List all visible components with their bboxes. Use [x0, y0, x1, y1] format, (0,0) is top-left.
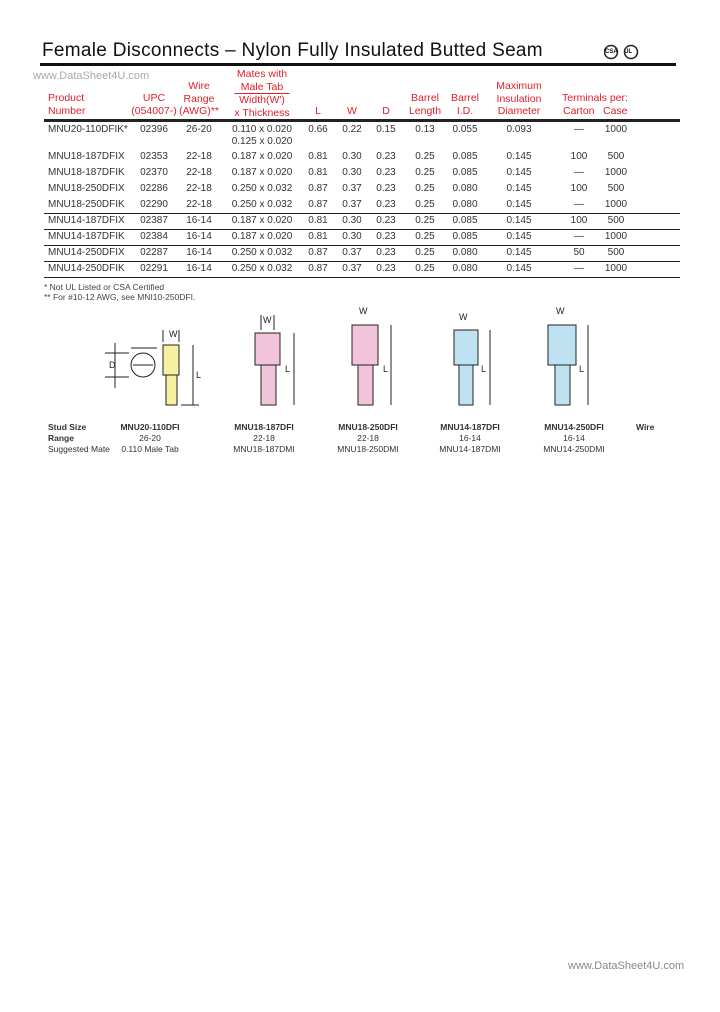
cell-bid: 0.085	[452, 231, 478, 242]
header-w: W	[347, 105, 357, 117]
cell-bl: 0.25	[415, 215, 435, 226]
caption-mate: MNU18-250DMI	[337, 444, 399, 454]
l-label: L	[383, 364, 389, 374]
caption-name: MNU18-187DFI	[234, 422, 294, 432]
title-rule	[40, 63, 676, 66]
caption-item	[233, 422, 294, 455]
cell-case: 1000	[604, 199, 628, 210]
cell-bid: 0.085	[452, 215, 478, 226]
cell-wire: 22-18	[186, 167, 212, 178]
end-view-diagram	[105, 343, 157, 388]
caption-name: MNU14-250DFI	[544, 422, 604, 432]
cell-D: 0.23	[376, 183, 396, 194]
cell-bid: 0.085	[452, 167, 478, 178]
d-label: D	[109, 360, 116, 370]
cell-mid: 0.145	[506, 199, 532, 210]
blue-terminal-187	[454, 312, 490, 405]
l-label: L	[579, 364, 585, 374]
cell-carton: 100	[570, 151, 588, 162]
cell-bl: 0.25	[415, 247, 435, 258]
cell-W: 0.30	[342, 151, 362, 162]
cell-case: 500	[607, 215, 625, 226]
caption-mate: MNU18-187DMI	[233, 444, 295, 454]
header-upc: UPC (054007-)	[131, 92, 177, 117]
cell-product: MNU18-187DFIK	[48, 167, 125, 178]
csa-ul-cert-icons	[604, 44, 640, 60]
cell-L: 0.66	[308, 124, 328, 135]
cell-upc: 02353	[140, 151, 168, 162]
table-row	[48, 183, 680, 199]
cell-wire: 22-18	[186, 151, 212, 162]
cell-W: 0.30	[342, 215, 362, 226]
header-barrel-length: Barrel Length	[408, 92, 442, 117]
cell-mates-alt: 0.125 x 0.020	[231, 136, 293, 147]
cell-D: 0.23	[376, 231, 396, 242]
cell-mid: 0.145	[506, 215, 532, 226]
caption-item	[543, 422, 604, 455]
header-rule	[44, 119, 680, 122]
page-title: Female Disconnects – Nylon Fully Insulated Butted Seam	[42, 40, 543, 61]
group-divider	[44, 213, 680, 214]
w-label: W	[169, 329, 178, 339]
cell-upc: 02396	[140, 124, 168, 135]
cell-bid: 0.055	[452, 124, 478, 135]
caption-row-labels: Stud Size Range Suggested Mate	[48, 422, 110, 454]
cell-mates: 0.187 x 0.020	[231, 167, 293, 178]
table-row	[48, 167, 680, 183]
cell-upc: 02290	[140, 199, 168, 210]
cell-product: MNU14-250DFIX	[48, 247, 125, 258]
w-label: W	[359, 306, 368, 316]
cell-carton: 100	[570, 183, 588, 194]
cell-bl: 0.25	[415, 263, 435, 274]
cell-mid: 0.145	[506, 167, 532, 178]
cell-bid: 0.080	[452, 183, 478, 194]
caption-mate: MNU14-250DMI	[543, 444, 605, 454]
header-carton: Carton	[563, 105, 595, 117]
cell-carton: —	[574, 167, 584, 178]
cell-D: 0.23	[376, 167, 396, 178]
caption-wire: Wire	[636, 422, 655, 432]
cell-D: 0.23	[376, 199, 396, 210]
footnote: ** For #10-12 AWG, see MNI10-250DFI.	[44, 292, 196, 302]
caption-name: MNU18-250DFI	[338, 422, 398, 432]
cell-product: MNU18-250DFIK	[48, 199, 125, 210]
cell-mates: 0.187 x 0.020	[231, 231, 293, 242]
cell-case: 500	[607, 247, 625, 258]
cell-D: 0.23	[376, 263, 396, 274]
cell-mid: 0.145	[506, 263, 532, 274]
header-max-insulation: Maximum Insulation Diameter	[496, 80, 542, 117]
cell-wire: 16-14	[186, 247, 212, 258]
cell-L: 0.87	[308, 263, 328, 274]
cell-wire: 22-18	[186, 199, 212, 210]
cell-W: 0.30	[342, 167, 362, 178]
cell-product: MNU14-250DFIK	[48, 263, 125, 274]
header-barrel-id: Barrel I.D.	[450, 92, 480, 117]
cell-wire: 22-18	[186, 183, 212, 194]
cell-wire: 26-20	[186, 124, 212, 135]
cell-case: 1000	[604, 167, 628, 178]
cell-product: MNU20-110DFIK*	[48, 124, 128, 135]
terminal-diagrams	[95, 300, 615, 415]
cert-marks-text: CSA UL	[605, 49, 633, 55]
table-row	[48, 151, 680, 167]
cell-bl: 0.25	[415, 183, 435, 194]
cell-D: 0.23	[376, 215, 396, 226]
header-mates: Mates with Male Tab Width(W') x Thickness	[234, 68, 290, 119]
cell-mates: 0.250 x 0.032	[231, 199, 293, 210]
cell-product: MNU18-250DFIX	[48, 183, 125, 194]
cell-bl: 0.25	[415, 231, 435, 242]
cell-L: 0.81	[308, 151, 328, 162]
table-bottom-rule	[44, 277, 680, 278]
table-row	[48, 124, 680, 147]
cell-D: 0.23	[376, 247, 396, 258]
row-divider	[44, 261, 680, 262]
cell-W: 0.37	[342, 199, 362, 210]
cell-bid: 0.080	[452, 263, 478, 274]
cell-mid: 0.093	[506, 124, 532, 135]
cell-upc: 02286	[140, 183, 168, 194]
header-wire-range: Wire Range (AWG)**	[179, 80, 219, 117]
caption-range: 16-14	[563, 433, 585, 443]
cell-L: 0.87	[308, 247, 328, 258]
cell-W: 0.37	[342, 247, 362, 258]
cell-L: 0.87	[308, 199, 328, 210]
cell-wire: 16-14	[186, 215, 212, 226]
cell-bl: 0.25	[415, 199, 435, 210]
cell-D: 0.23	[376, 151, 396, 162]
footnote: * Not UL Listed or CSA Certified	[44, 282, 165, 292]
header-product: Product Number	[48, 92, 86, 117]
cell-bl: 0.25	[415, 167, 435, 178]
cell-carton: —	[574, 263, 584, 274]
cell-case: 500	[607, 151, 625, 162]
cell-product: MNU14-187DFIK	[48, 231, 125, 242]
cell-upc: 02384	[140, 231, 168, 242]
header-case: Case	[603, 105, 628, 117]
cell-product: MNU18-187DFIX	[48, 151, 125, 162]
caption-range: 16-14	[459, 433, 481, 443]
blue-terminal-250	[548, 306, 588, 405]
pink-terminal-250	[352, 306, 391, 405]
cell-case: 500	[607, 183, 625, 194]
cell-W: 0.37	[342, 183, 362, 194]
cell-mates: 0.187 x 0.020	[231, 215, 293, 226]
cell-L: 0.81	[308, 231, 328, 242]
cell-carton: —	[574, 231, 584, 242]
row-divider	[44, 245, 680, 246]
cell-carton: —	[574, 124, 584, 135]
header-d: D	[382, 105, 390, 117]
caption-item	[439, 422, 500, 455]
caption-range: 26-20	[139, 433, 161, 443]
cell-bl: 0.13	[415, 124, 435, 135]
caption-mate: 0.110 Male Tab	[121, 444, 179, 454]
cell-carton: 50	[573, 247, 585, 258]
cell-wire: 16-14	[186, 231, 212, 242]
w-label: W	[556, 306, 565, 316]
pink-terminal-187	[255, 315, 294, 405]
cell-bl: 0.25	[415, 151, 435, 162]
cell-mates: 0.187 x 0.020	[231, 151, 293, 162]
caption-item	[337, 422, 398, 455]
cell-mates: 0.250 x 0.032	[231, 263, 293, 274]
caption-range: 22-18	[357, 433, 379, 443]
header-l: L	[315, 105, 321, 117]
cell-mid: 0.145	[506, 151, 532, 162]
cell-upc: 02287	[140, 247, 168, 258]
cell-bid: 0.080	[452, 247, 478, 258]
cell-W: 0.37	[342, 263, 362, 274]
cell-upc: 02291	[140, 263, 168, 274]
l-label: L	[481, 364, 487, 374]
cell-case: 1000	[604, 231, 628, 242]
cell-W: 0.30	[342, 231, 362, 242]
caption-name: MNU20-110DFI	[120, 422, 180, 432]
l-label: L	[196, 370, 202, 380]
cell-L: 0.81	[308, 167, 328, 178]
cell-product: MNU14-187DFIX	[48, 215, 125, 226]
cell-mid: 0.145	[506, 231, 532, 242]
w-label: W	[459, 312, 468, 322]
row-divider	[44, 229, 680, 230]
cell-carton: —	[574, 199, 584, 210]
watermark-bottom: www.DataSheet4U.com	[568, 960, 685, 972]
caption-name: MNU14-187DFI	[440, 422, 500, 432]
w-label: W	[263, 315, 272, 325]
l-label: L	[285, 364, 291, 374]
watermark-top: www.DataSheet4U.com	[33, 70, 150, 82]
cell-mates: 0.250 x 0.032	[231, 247, 293, 258]
caption-mate: MNU14-187DMI	[439, 444, 501, 454]
header-terminals-per: Terminals per:	[562, 92, 628, 104]
cell-mates: 0.250 x 0.032	[231, 183, 293, 194]
yellow-terminal	[163, 329, 201, 405]
cell-L: 0.87	[308, 183, 328, 194]
caption-item	[120, 422, 179, 455]
cell-mid: 0.145	[506, 183, 532, 194]
cell-wire: 16-14	[186, 263, 212, 274]
cell-bid: 0.080	[452, 199, 478, 210]
cell-L: 0.81	[308, 215, 328, 226]
cell-mates: 0.110 x 0.020	[232, 124, 292, 135]
cell-D: 0.15	[376, 124, 396, 135]
caption-range: 22-18	[253, 433, 275, 443]
cell-case: 1000	[604, 263, 628, 274]
cell-upc: 02387	[140, 215, 168, 226]
cell-upc: 02370	[140, 167, 168, 178]
cell-case: 1000	[604, 124, 628, 135]
cell-mid: 0.145	[506, 247, 532, 258]
cell-carton: 100	[570, 215, 588, 226]
cell-W: 0.22	[342, 124, 362, 135]
cell-bid: 0.085	[452, 151, 478, 162]
